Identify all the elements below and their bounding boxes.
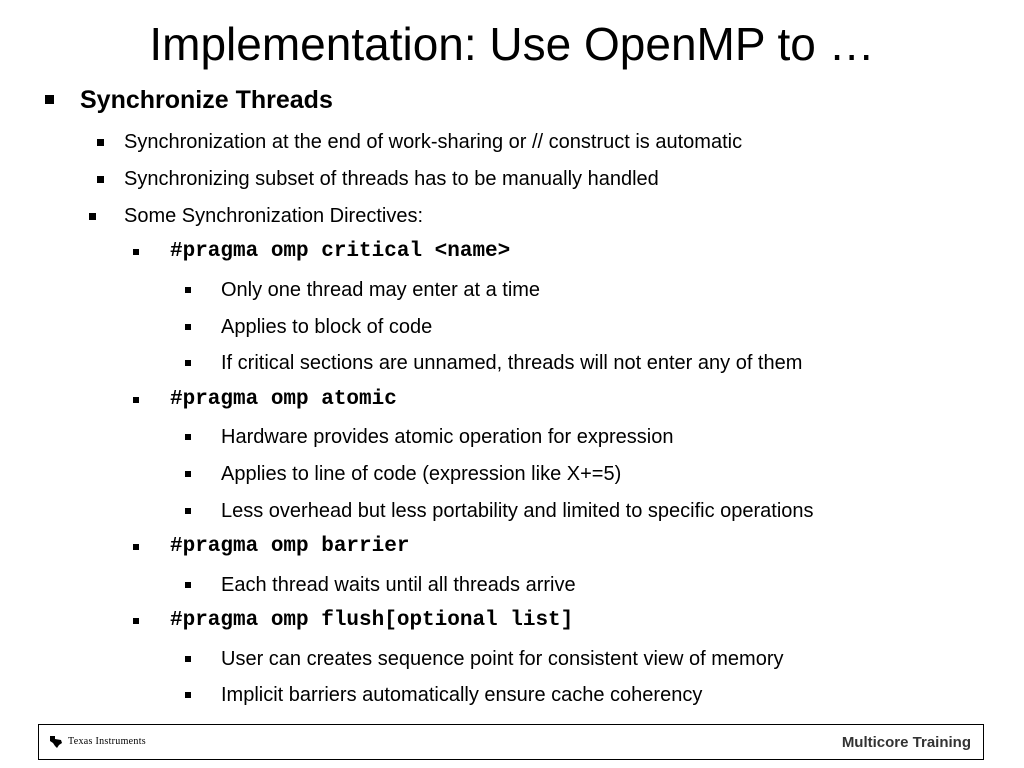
bullet-text: Some Synchronization Directives: xyxy=(124,205,424,227)
square-bullet-icon xyxy=(133,397,139,403)
code-directive: #pragma omp barrier xyxy=(170,535,410,558)
bullet-row xyxy=(0,644,1024,674)
bullet-row xyxy=(0,312,1024,342)
square-bullet-icon xyxy=(97,176,104,183)
slide-footer xyxy=(38,724,984,760)
square-bullet-icon xyxy=(45,95,54,104)
code-directive: #pragma omp critical <name> xyxy=(170,240,511,263)
code-directive: #pragma omp atomic xyxy=(170,388,397,411)
bullet-text: Synchronize Threads xyxy=(80,86,333,114)
bullet-row xyxy=(0,570,1024,600)
square-bullet-icon xyxy=(185,287,191,293)
bullet-row xyxy=(0,532,1024,562)
square-bullet-icon xyxy=(185,656,191,662)
square-bullet-icon xyxy=(185,360,191,366)
code-directive: #pragma omp flush[optional list] xyxy=(170,609,574,632)
bullet-text: Synchronizing subset of threads has to be manually handled xyxy=(124,168,659,190)
bullet-row xyxy=(0,496,1024,526)
square-bullet-icon xyxy=(185,324,191,330)
bullet-text: Applies to block of code xyxy=(221,316,433,338)
square-bullet-icon xyxy=(185,434,191,440)
bullet-row xyxy=(0,85,1024,115)
bullet-row xyxy=(0,385,1024,415)
bullet-text: If critical sections are unnamed, threads will not enter any of them xyxy=(221,352,803,374)
square-bullet-icon xyxy=(133,544,139,550)
footer-label: Multicore Training xyxy=(841,734,971,751)
bullet-row xyxy=(0,422,1024,452)
bullet-row xyxy=(0,127,1024,157)
square-bullet-icon xyxy=(185,508,191,514)
bullet-text: Only one thread may enter at a time xyxy=(221,279,541,301)
square-bullet-icon xyxy=(185,582,191,588)
bullet-row xyxy=(0,164,1024,194)
slide-title: Implementation: Use OpenMP to … xyxy=(149,18,875,70)
bullet-text: Applies to line of code (expression like X+=5) xyxy=(221,463,622,485)
bullet-text: Each thread waits until all threads arrive xyxy=(221,574,576,596)
bullet-row xyxy=(0,459,1024,489)
ti-logo-text: Texas Instruments xyxy=(68,736,146,747)
square-bullet-icon xyxy=(185,692,191,698)
square-bullet-icon xyxy=(133,618,139,624)
bullet-row xyxy=(0,275,1024,305)
bullet-text: Hardware provides atomic operation for expression xyxy=(221,426,674,448)
bullet-text: User can creates sequence point for consistent view of memory xyxy=(221,648,784,670)
bullet-row xyxy=(0,201,1024,231)
bullet-text: Synchronization at the end of work-sharing or // construct is automatic xyxy=(124,131,743,153)
bullet-text: Less overhead but less portability and limited to specific operations xyxy=(221,500,814,522)
ti-logo xyxy=(49,734,146,750)
square-bullet-icon xyxy=(133,249,139,255)
bullet-row xyxy=(0,680,1024,710)
bullet-text: Implicit barriers automatically ensure cache coherency xyxy=(221,684,703,706)
square-bullet-icon xyxy=(185,471,191,477)
bullet-row xyxy=(0,606,1024,636)
square-bullet-icon xyxy=(97,139,104,146)
square-bullet-icon xyxy=(89,213,96,220)
bullet-row xyxy=(0,348,1024,378)
bullet-row xyxy=(0,237,1024,267)
texas-state-icon xyxy=(49,735,63,749)
